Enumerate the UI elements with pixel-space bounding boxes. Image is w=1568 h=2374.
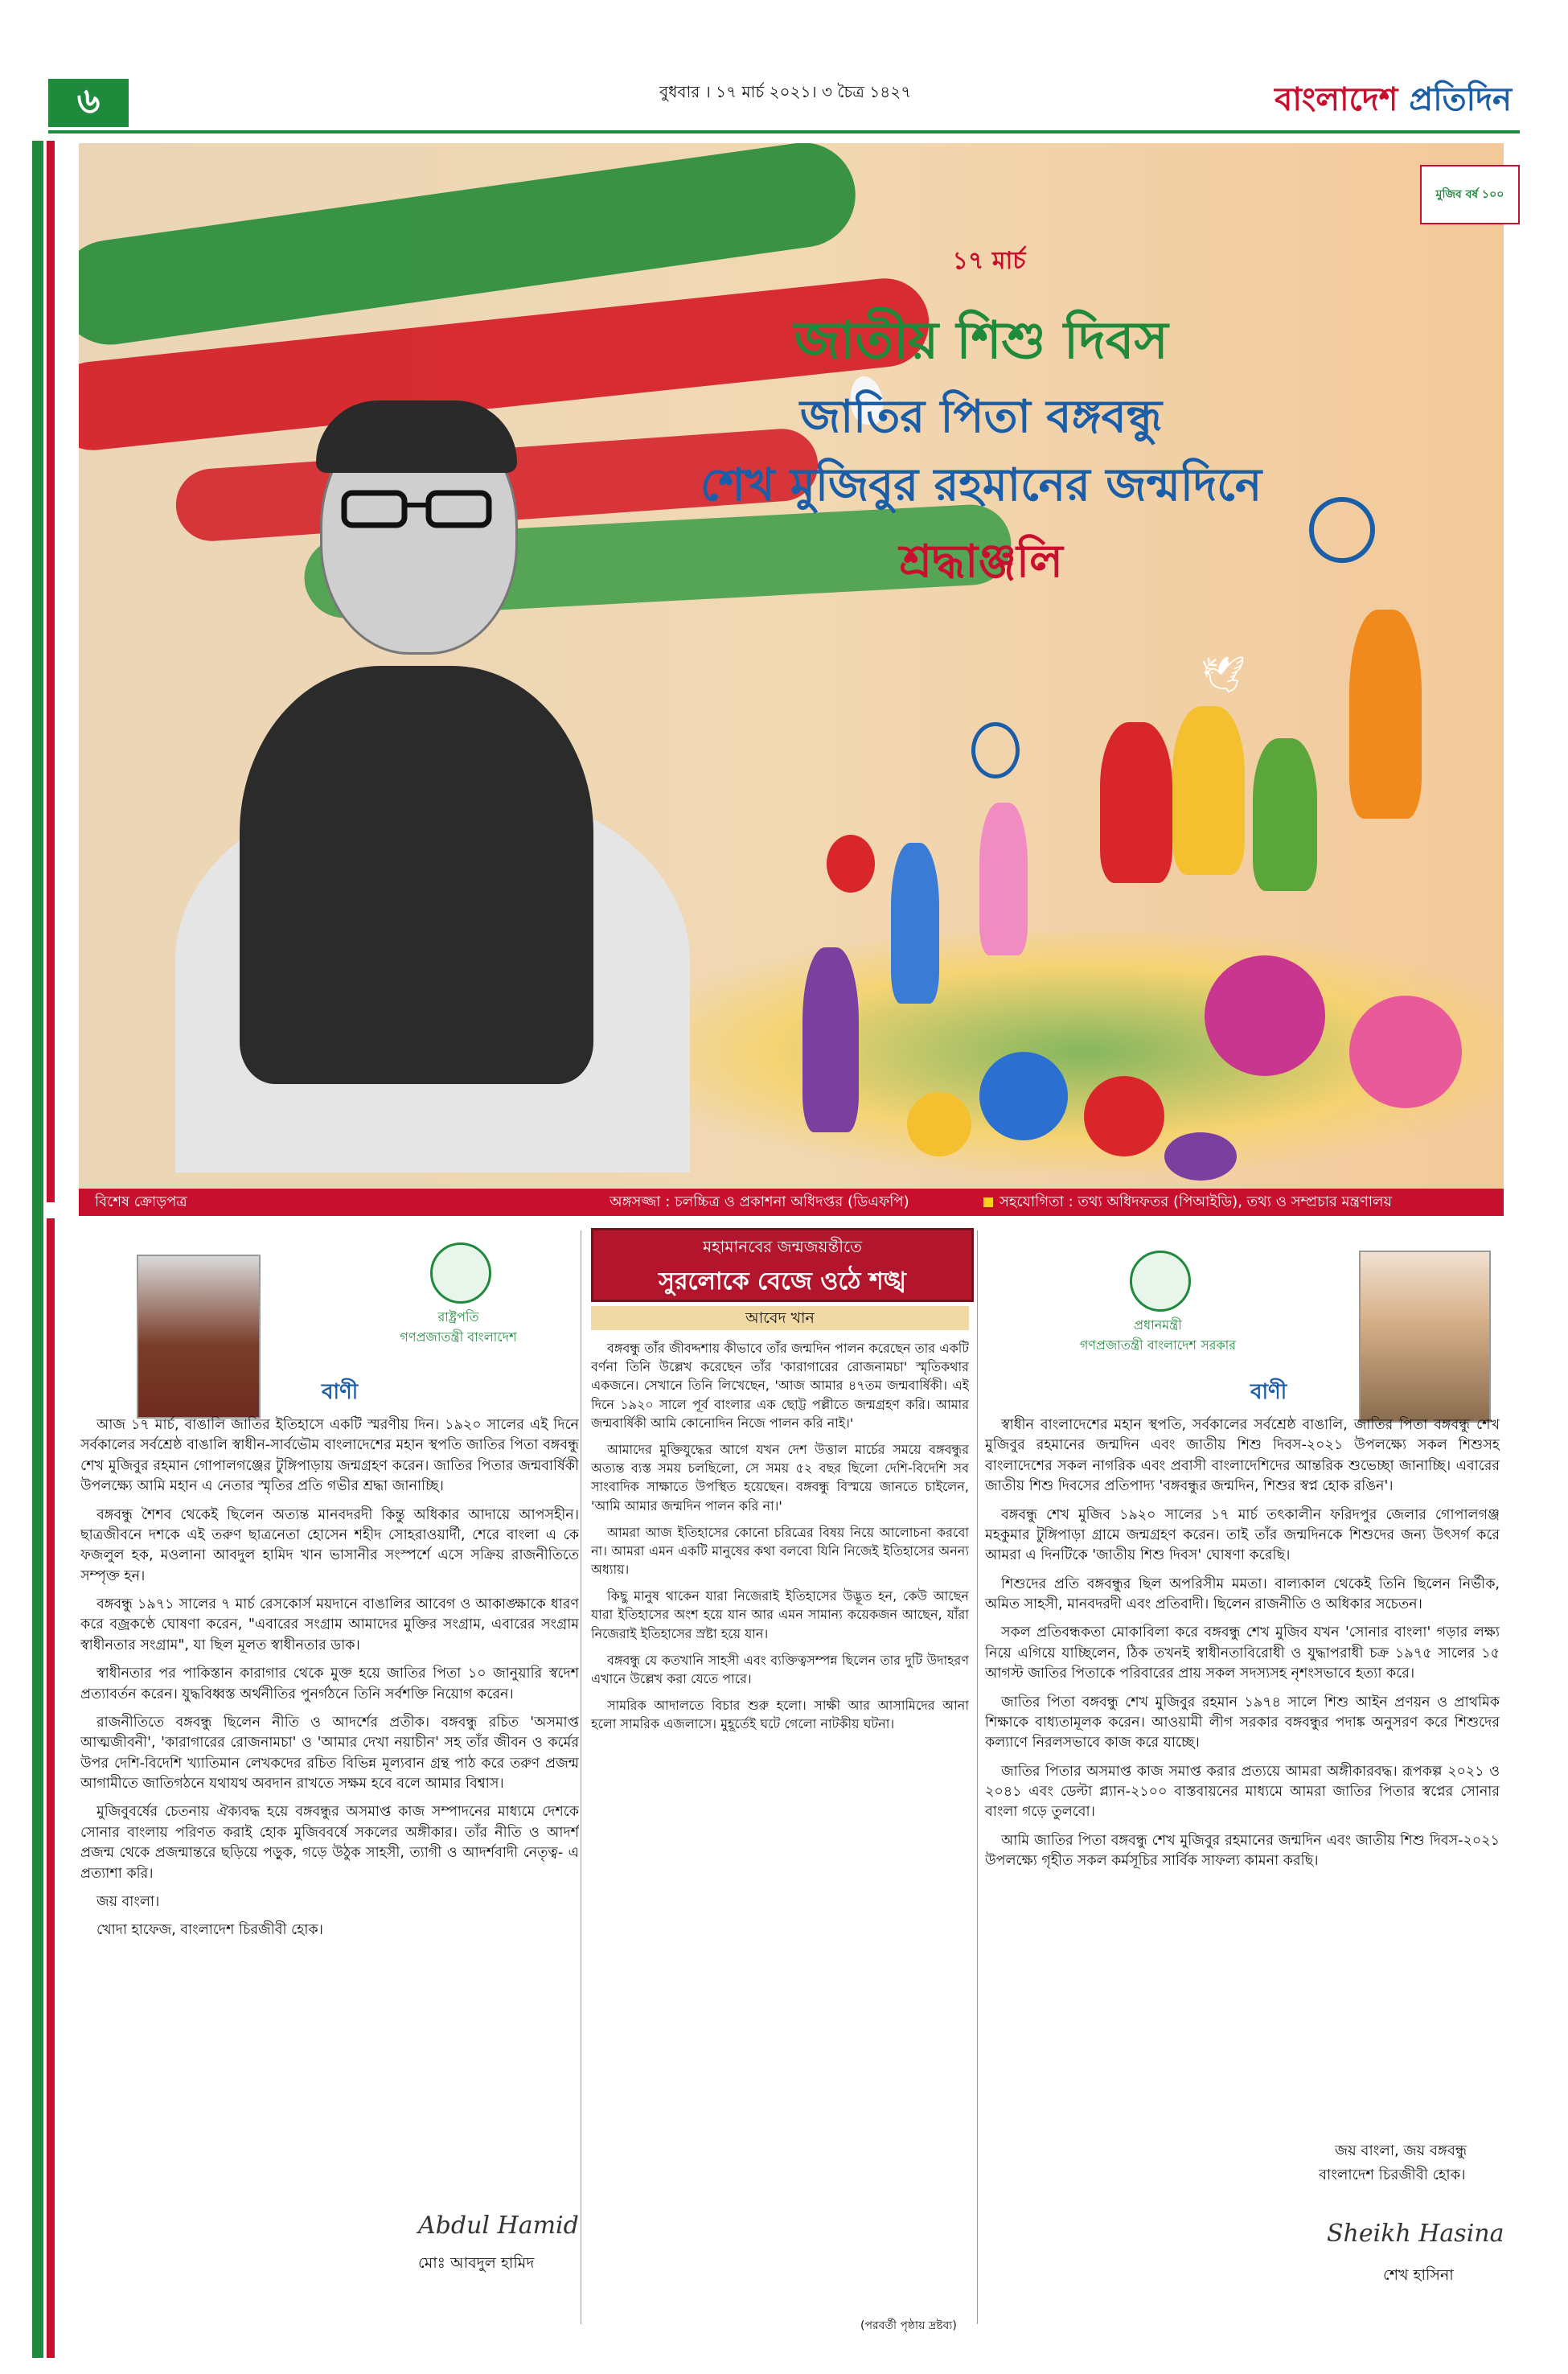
mujib-100-logo: মুজিব বর্ষ ১০০ xyxy=(1420,165,1520,224)
article-continued: (পরবর্তী পৃষ্ঠায় দ্রষ্টব্য) xyxy=(860,2319,957,2332)
portrait-hair xyxy=(316,400,517,473)
header-rule xyxy=(48,130,1520,133)
pm-closing-1: জয় বাংলা, জয় বঙ্গবন্ধু xyxy=(1335,2142,1467,2159)
president-paragraph: খোদা হাফেজ, বাংলাদেশ চিরজীবী হোক। xyxy=(96,1922,323,1939)
pm-signature: Sheikh Hasina xyxy=(1327,2220,1504,2248)
flower-pink xyxy=(1349,996,1462,1108)
left-red-bar-lower xyxy=(47,1218,55,2358)
article-title: সুরলোকে বেজে ওঠে শঙ্খ xyxy=(659,1267,906,1296)
credits-middle: অঙ্গসজ্জা : চলচ্চিত্র ও প্রকাশনা অধিদপ্তর (ডিএফপি) xyxy=(610,1193,909,1210)
left-green-bar xyxy=(32,141,43,2358)
child-figure-blue xyxy=(891,843,939,1004)
portrait-glasses xyxy=(340,489,493,529)
banner-line-2: শেখ মুজিবুর রহমানের জন্মদিনে xyxy=(700,458,1262,511)
pm-org: গণপ্রজাতন্ত্রী বাংলাদেশ সরকার xyxy=(1079,1337,1237,1353)
article-paragraph: বঙ্গবন্ধু যে কতখানি সাহসী এবং ব্যক্তিত্বসম্পন্ন ছিলেন তার দুটি উদাহরণ এখানে উল্লেখ করা যেতে পারে। xyxy=(591,1652,969,1686)
president-paragraph: মুজিবুবর্ষের চেতনায় ঐক্যবদ্ধ হয়ে বঙ্গবন্ধুর অসমাপ্ত কাজ সম্পাদনের মাধ্যমে দেশকে সোনার বাংলায় পরিণত করাই হোক মুজিববর্ষে সকলের অঙ্গীকার। তাঁর নীতি ও আদর্শ প্রজন্ম থেকে প্রজন্মান্তরে ছড়িয়ে পড়ুক, গড়ে উঠুক সাহসী, ত্যাগী ও আদর্শবাদী নেতৃত্ব- এ প্রত্যাশা করি। xyxy=(80,1804,579,1882)
credits-bullet xyxy=(983,1197,993,1207)
child-figure-green xyxy=(1253,738,1317,891)
banner-line-1: জাতির পিতা বঙ্গবন্ধু xyxy=(799,390,1163,443)
banner-title: জাতীয় শিশু দিবস xyxy=(794,310,1168,371)
masthead xyxy=(1275,74,1512,128)
pm-name: শেখ হাসিনা xyxy=(1383,2266,1454,2284)
column-rule-right xyxy=(977,1230,978,2324)
president-title: রাষ্ট্রপতি xyxy=(437,1309,479,1325)
child-figure-orange xyxy=(1349,610,1422,819)
flower-purple xyxy=(1164,1132,1237,1181)
president-paragraph: জয় বাংলা। xyxy=(96,1893,160,1910)
president-paragraph: বঙ্গবন্ধু ১৯৭১ সালের ৭ মার্চ রেসকোর্স ময়দানে বাঙালির আবেগ ও আকাঙ্ক্ষাকে ধারণ করে বজ্রকণ্ঠে ঘোষণা করেন, "এবারের সংগ্রাম আমাদের মুক্তির সংগ্রাম, এবারের সংগ্রাম স্বাধীনতার সংগ্রাম", যা ছিল মূলত স্বাধীনতার ডাক। xyxy=(80,1596,579,1653)
child-figure-yellow xyxy=(1172,706,1245,875)
pm-paragraph: জাতির পিতার অসমাপ্ত কাজ সমাপ্ত করার প্রত্যয়ে আমরা অঙ্গীকারবদ্ধ। রূপকল্প ২০২১ ও ২০৪১ এবং ডেল্টা প্ল্যান-২১০০ বাস্তবায়নের মাধ্যমে আমরা জাতির পিতার স্বপ্নের সোনার বাংলা গড়ে তুলবো। xyxy=(985,1763,1500,1821)
pm-heading: বাণী xyxy=(1250,1380,1287,1404)
pm-closing-2: বাংলাদেশ চিরজীবী হোক। xyxy=(1319,2167,1466,2183)
president-paragraph: বঙ্গবন্ধু শৈশব থেকেই ছিলেন অত্যন্ত মানবদরদী কিন্তু অধিকার আদায়ে আপসহীন। ছাত্রজীবনে দশকে এই তরুণ ছাত্রনেতা হোসেন শহীদ সোহরাওয়ার্দী, শেরে বাংলা এ কে ফজলুল হক, মওলানা আবদুল হামিদ খান ভাসানীর সংস্পর্শে এসে সক্রিয় রাজনীতিতে সম্পৃক্ত হন। xyxy=(80,1506,579,1584)
flower-magenta xyxy=(1205,955,1325,1076)
child-figure-pink xyxy=(979,803,1028,955)
flower-blue xyxy=(979,1052,1068,1140)
article-paragraph: আমরা আজ ইতিহাসের কোনো চরিত্রের বিষয় নিয়ে আলোচনা করবো না। আমরা এমন একটি মানুষের কথা বলবো যিনি নিজেই ইতিহাসের অনন্য অধ্যায়। xyxy=(591,1524,969,1578)
pm-paragraph: সকল প্রতিবন্ধকতা মোকাবিলা করে বঙ্গবন্ধু শেখ মুজিব যখন 'সোনার বাংলা' গড়ার লক্ষ্য নিয়ে এগিয়ে যাচ্ছিলেন, ঠিক তখনই স্বাধীনতাবিরোধী ও যুদ্ধাপরাধী চক্র ১৯৭৫ সালের ১৫ আগস্ট জাতির পিতাকে পরিবারের প্রায় সকল সদস্যসহ নৃশংসভাবে হত্যা করে। xyxy=(985,1624,1500,1682)
left-red-bar xyxy=(47,141,55,1202)
masthead-part-a: বাংলাদেশ xyxy=(1275,80,1410,118)
pm-photo xyxy=(1359,1251,1491,1423)
pm-paragraph: জাতির পিতা বঙ্গবন্ধু শেখ মুজিবুর রহমান ১৯৭৪ সালে শিশু আইন প্রণয়ন ও প্রাথমিক শিক্ষাকে বাধ্যতামূলক করেন। আওয়ামী লীগ সরকার বঙ্গবন্ধুর পদাঙ্ক অনুসরণ করে শিশুদের কল্যাণে নিরলসভাবে কাজ করে যাচ্ছে। xyxy=(985,1694,1500,1752)
president-name: মোঃ আবদুল হামিদ xyxy=(418,2254,535,2272)
president-paragraph: আজ ১৭ মার্চ, বাঙালি জাতির ইতিহাসে একটি স্মরণীয় দিন। ১৯২০ সালের এই দিনে সর্বকালের সর্বশ্রেষ্ঠ বাঙালি স্বাধীন-সার্বভৌম বাংলাদেশের মহান স্থপতি জাতির পিতা বঙ্গবন্ধু শেখ মুজিবুর রহমান গোপালগঞ্জের টুঙ্গিপাড়ায় জন্মগ্রহণ করেন। জাতির পিতার জন্মবার্ষিকী উপলক্ষ্যে আমি মহান এ নেতার স্মৃতির প্রতি গভীর শ্রদ্ধা জানাচ্ছি। xyxy=(80,1417,579,1495)
page-number: ৬ xyxy=(48,79,129,127)
balloon-blue-ring xyxy=(971,722,1020,778)
child-figure-red xyxy=(1100,722,1172,883)
banner-tribute: শ্রদ্ধাঞ্জলি xyxy=(899,535,1063,588)
article-paragraph: কিছু মানুষ থাকেন যারা নিজেরাই ইতিহাসের উদ্ভূত হন, কেউ আছেন যারা ইতিহাসের অংশ হয়ে যান আর এমন সামান্য কয়েকজন আছেন, যাঁরা নিজেরাই ইতিহাসের স্রষ্টা হয়ে যান। xyxy=(591,1588,969,1641)
child-figure-purple xyxy=(802,947,859,1132)
article-paragraph: সামরিক আদালতে বিচার শুরু হলো। সাক্ষী আর আসামিদের আনা হলো সামরিক এজলাসে। মুহূর্তেই ঘটে গেলো নাটকীয় ঘটনা। xyxy=(591,1698,969,1732)
pm-paragraph: শিশুদের প্রতি বঙ্গবন্ধুর ছিল অপরিসীম মমতা। বাল্যকাল থেকেই তিনি ছিলেন নির্ভীক, অমিত সাহসী, মানবদরদী এবং প্রতিবাদী। ছিলেন রাজনীতি ও অধিকার সচেতন। xyxy=(985,1575,1500,1612)
flower-red xyxy=(1084,1076,1164,1156)
balloon-red xyxy=(827,835,875,893)
article-paragraph: আমাদের মুক্তিযুদ্ধের আগে যখন দেশ উত্তাল মার্চের সময়ে বঙ্গবন্ধুর অত্যন্ত ব্যস্ত সময় চলছিলো, সে সময় ৫২ বছর ছিলো দেশি-বিদেশি সব সাংবাদিক সাক্ষাতে উপস্থিত হয়েছেন। বঙ্গবন্ধু বিস্ময়ে জানতে চাইলেন, 'আমি আমার জন্মদিন পালন করি না।' xyxy=(591,1441,969,1514)
president-org: গণপ্রজাতন্ত্রী বাংলাদেশ xyxy=(400,1329,517,1345)
president-paragraph: রাজনীতিতে বঙ্গবন্ধু ছিলেন নীতি ও আদর্শের প্রতীক। বঙ্গবন্ধু রচিত 'অসমাপ্ত আত্মজীবনী', 'কারাগারের রোজনামচা' ও 'আমার দেখা নয়াচীন' সহ তাঁর জীবন ও কর্মের উপর দেশি-বিদেশি খ্যাতিমান লেখকদের রচিত বিভিন্ন মূল্যবান গ্রন্থ পাঠ করে তরুণ প্রজন্ম আগামীতে জাতিগঠনে যথাযথ অবদান রাখতে সক্ষম হবে বলে আমার বিশ্বাস। xyxy=(80,1714,579,1792)
credits-left: বিশেষ ক্রোড়পত্র xyxy=(95,1193,187,1210)
pm-emblem-icon xyxy=(1130,1251,1191,1312)
article-body xyxy=(591,1339,969,2312)
pm-message xyxy=(985,1415,1500,2123)
credits-strip xyxy=(79,1189,1504,1216)
article-paragraph: বঙ্গবন্ধু তাঁর জীবদ্দশায় কীভাবে তাঁর জন্মদিন পালন করেছেন তার একটি বর্ণনা তিনি উল্লেখ করেছেন তাঁর 'কারাগারের রোজনামচা' স্মৃতিকথার একজনে। সেখানে তিনি লিখেছেন, 'আজ আমার ৪৭তম জন্মবার্ষিকী। এই দিনে ১৯২০ সালে পূর্ব বাংলার এক ছোট্ট পল্লীতে জন্মগ্রহণ করি। আমার জন্মবার্ষিকী আমি কোনোদিন নিজে পালন করি নাই।' xyxy=(591,1341,969,1431)
pm-paragraph: স্বাধীন বাংলাদেশের মহান স্থপতি, সর্বকালের সর্বশ্রেষ্ঠ বাঙালি, জাতির পিতা বঙ্গবন্ধু শেখ মুজিবুর রহমানের জন্মদিন এবং জাতীয় শিশু দিবস-২০২১ উপলক্ষ্যে সকল শিশুসহ বাংলাদেশের সকল নাগরিক এবং প্রবাসী বাংলাদেশিদের আন্তরিক শুভেচ্ছা জানাচ্ছি। এবারের জাতীয় শিশু দিবসের প্রতিপাদ্য 'বঙ্গবন্ধুর জন্মদিন, শিশুর স্বপ্ন হোক রঙিন'। xyxy=(985,1417,1500,1495)
portrait-vest xyxy=(240,666,593,1084)
article-author: আবেদ খান xyxy=(591,1306,969,1330)
president-emblem-icon xyxy=(430,1242,491,1304)
pm-paragraph: আমি জাতির পিতা বঙ্গবন্ধু শেখ মুজিবুর রহমানের জন্মদিন এবং জাতীয় শিশু দিবস-২০২১ উপলক্ষ্যে গৃহীত সকল কর্মসূচির সার্বিক সাফল্য কামনা করছি। xyxy=(985,1832,1500,1870)
banner-date: ১৭ মার্চ xyxy=(952,247,1026,275)
banner-illustration xyxy=(79,143,1504,1189)
dateline: বুধবার । ১৭ মার্চ ২০২১। ৩ চৈত্র ১৪২৭ xyxy=(659,82,912,101)
masthead-part-b: প্রতিদিন xyxy=(1409,80,1512,118)
president-photo xyxy=(137,1255,261,1419)
pm-title: প্রধানমন্ত্রী xyxy=(1134,1317,1182,1333)
dove-icon: 🕊 xyxy=(1201,655,1246,696)
article-kicker: মহামানবের জন্মজয়ন্তীতে xyxy=(702,1237,863,1256)
president-paragraph: স্বাধীনতার পর পাকিস্তান কারাগার থেকে মুক্ত হয়ে জাতির পিতা ১০ জানুয়ারি স্বদেশ প্রত্যাবর্তন করেন। যুদ্ধবিধ্বস্ত অর্থনীতির পুনর্গঠনে তিনি সর্বশক্তি নিয়োগ করেন। xyxy=(80,1665,579,1702)
flower-yellow xyxy=(907,1092,971,1156)
president-signature: Abdul Hamid xyxy=(418,2212,579,2240)
president-heading: বাণী xyxy=(322,1380,359,1404)
credits-right: সহযোগিতা : তথ্য অধিদফতর (পিআইডি), তথ্য ও সম্প্রচার মন্ত্রণালয় xyxy=(999,1193,1393,1210)
president-message xyxy=(80,1415,579,2139)
article-header xyxy=(591,1228,974,1302)
pm-paragraph: বঙ্গবন্ধু শেখ মুজিব ১৯২০ সালের ১৭ মার্চ তৎকালীন ফরিদপুর জেলার গোপালগঞ্জ মহকুমার টুঙ্গিপাড়া গ্রামে জন্মগ্রহণ করেন। তাই তাঁর জন্মদিনকে শিশুদের জন্য উৎসর্গ করে আমরা এ দিনটিকে 'জাতীয় শিশু দিবস' ঘোষণা করেছি। xyxy=(985,1506,1500,1564)
